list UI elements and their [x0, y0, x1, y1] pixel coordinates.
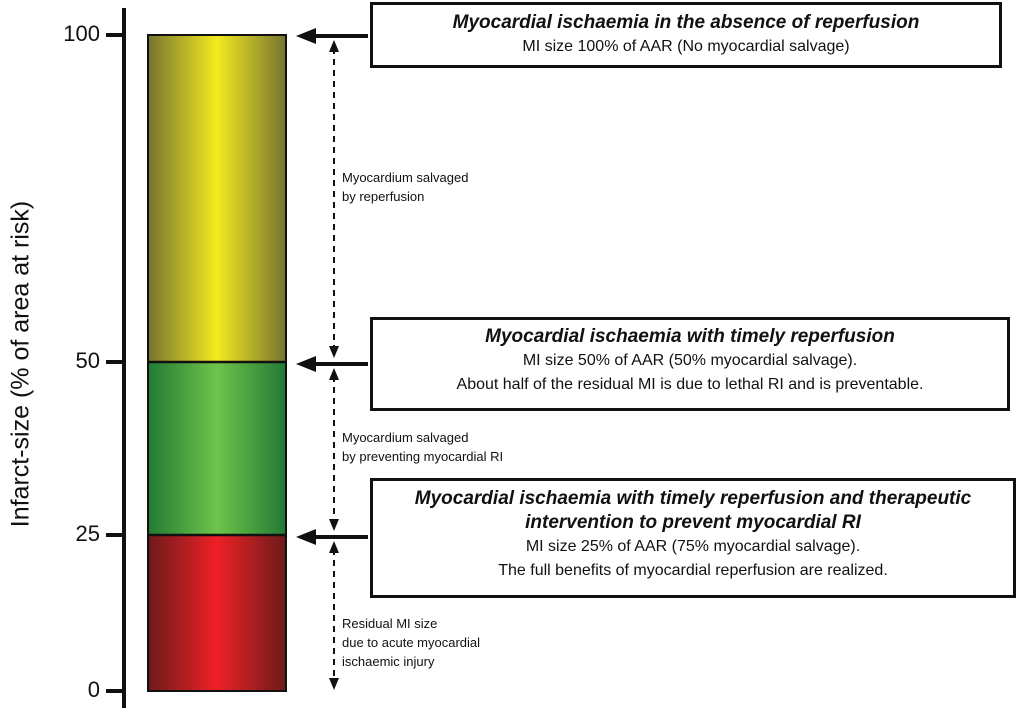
callout-therapeutic-intervention-title-2: intervention to prevent myocardial RI: [525, 512, 861, 533]
callout-timely-reperfusion-title: Myocardial ischaemia with timely reperfusion: [485, 326, 895, 347]
bar-segment-green: [148, 362, 286, 535]
tick-label-0: 0: [87, 677, 100, 702]
callout-therapeutic-intervention-line-2: The full benefits of myocardial reperfusion are realized.: [498, 562, 888, 579]
note-line: Myocardium salvaged: [342, 170, 469, 185]
bar-segment-yellow: [148, 35, 286, 362]
note-line: by preventing myocardial RI: [342, 449, 504, 464]
range-arrow-residual: [329, 541, 339, 690]
callout-therapeutic-intervention-title-1: Myocardial ischaemia with timely reperfusion and therapeutic: [414, 488, 972, 509]
note-line: Residual MI size: [342, 616, 438, 631]
tick-label-50: 50: [75, 348, 100, 373]
note-line: Myocardium salvaged: [342, 430, 469, 445]
range-arrow-preventing-ri: [329, 368, 339, 531]
pointer-arrow-100: [296, 28, 368, 44]
note-residual-mi: [342, 614, 480, 671]
callout-timely-reperfusion-line-2: About half of the residual MI is due to lethal RI and is preventable.: [456, 376, 924, 393]
callout-no-reperfusion-line-1: MI size 100% of AAR (No myocardial salvage): [522, 38, 850, 55]
note-salvaged-by-reperfusion: [342, 168, 468, 206]
note-line: due to acute myocardial: [342, 635, 481, 650]
callout-therapeutic-intervention-line-1: MI size 25% of AAR (75% myocardial salvage).: [525, 538, 861, 555]
bar-segment-red: [148, 535, 286, 691]
callout-therapeutic-intervention: [370, 478, 1016, 598]
note-line: by reperfusion: [342, 189, 425, 204]
callout-timely-reperfusion-line-1: MI size 50% of AAR (50% myocardial salvage).: [522, 352, 858, 369]
callout-no-reperfusion: [370, 2, 1002, 68]
pointer-arrow-25: [296, 529, 368, 545]
note-line: ischaemic injury: [342, 654, 435, 669]
note-salvaged-by-preventing-ri: [342, 428, 503, 466]
tick-label-100: 100: [63, 21, 100, 46]
callout-no-reperfusion-title: Myocardial ischaemia in the absence of reperfusion: [452, 12, 920, 33]
pointer-arrow-50: [296, 356, 368, 372]
range-arrow-reperfusion: [329, 40, 339, 358]
tick-label-25: 25: [75, 521, 100, 546]
y-axis-title-text: Infarct-size (% of area at risk): [6, 200, 35, 528]
callout-timely-reperfusion: [370, 317, 1010, 411]
